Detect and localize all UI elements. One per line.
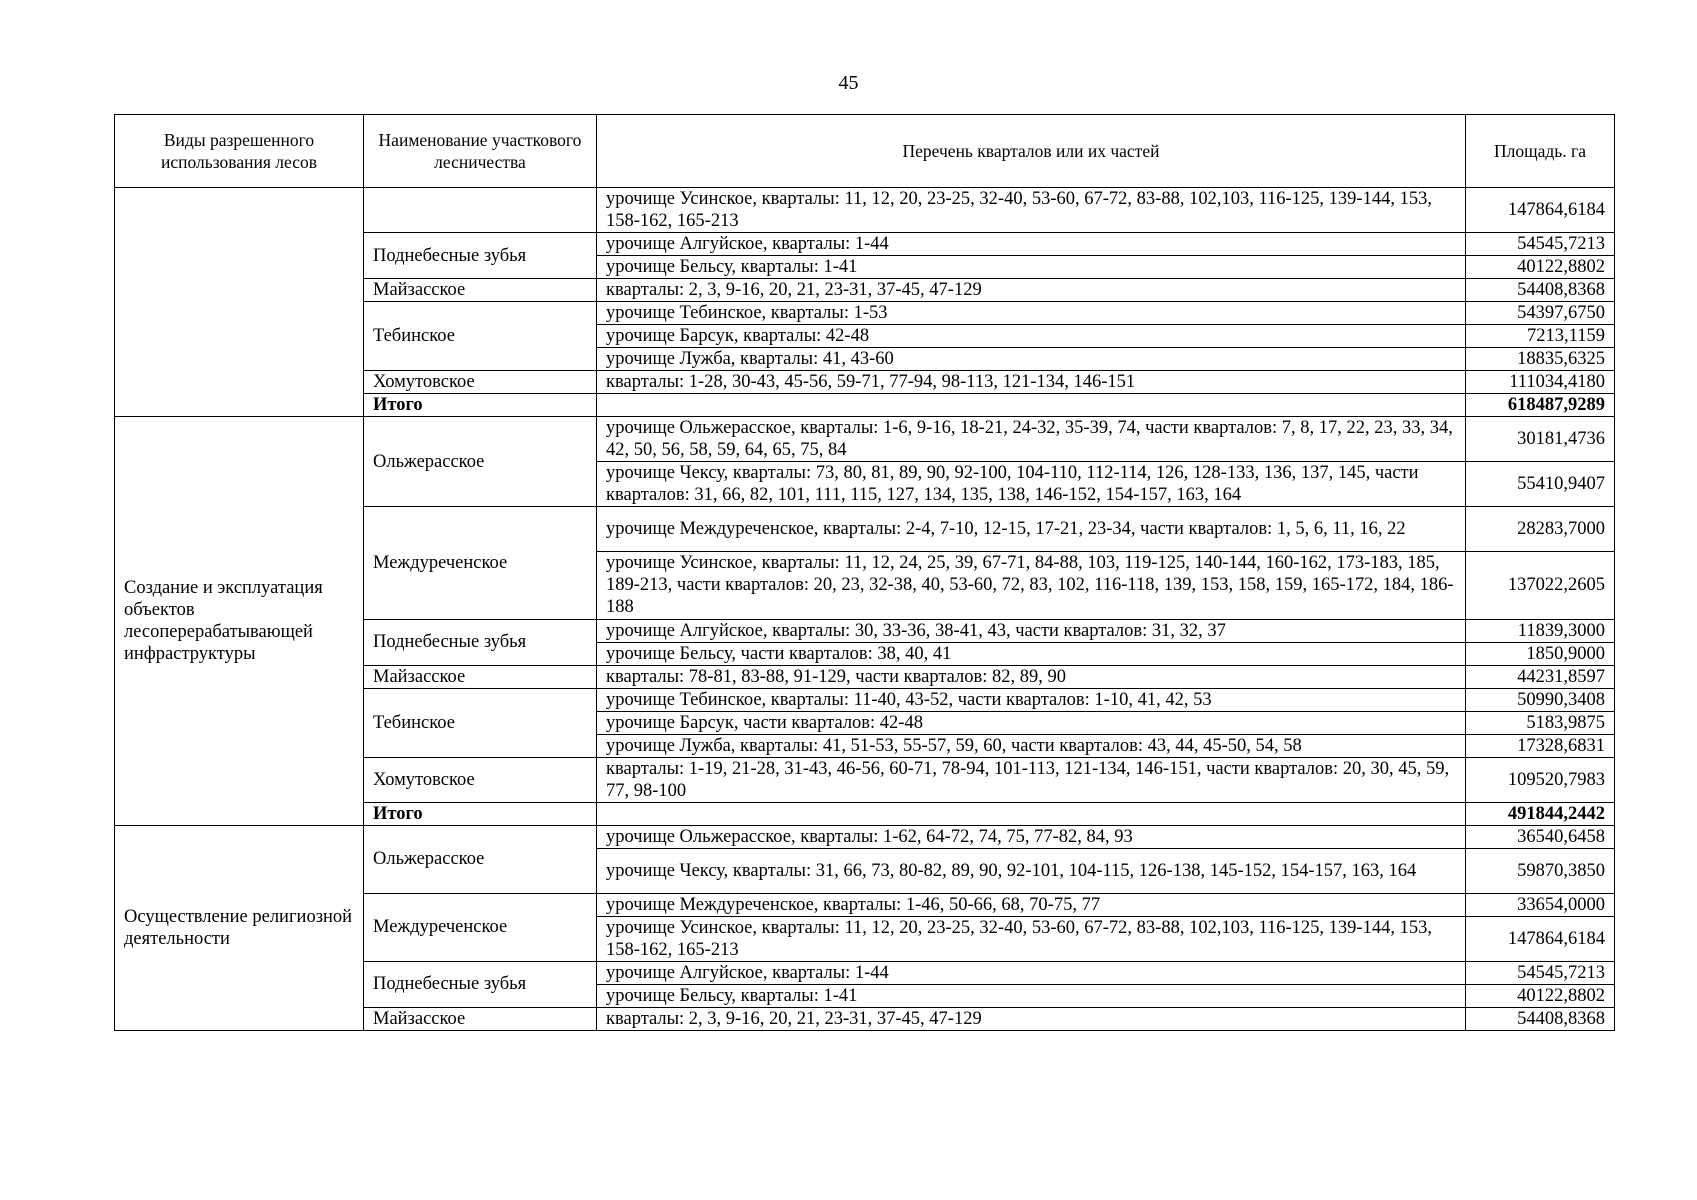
quarters-cell: урочище Тебинское, кварталы: 1-53 [597, 302, 1466, 325]
total-label: Итого [364, 802, 597, 825]
quarters-cell: урочище Барсук, части кварталов: 42-48 [597, 711, 1466, 734]
forestry-cell: Майзасское [364, 1007, 597, 1030]
area-cell: 18835,6325 [1466, 348, 1615, 371]
header-use: Виды разрешенного использования лесов [115, 115, 364, 188]
quarters-cell: урочище Бельсу, кварталы: 1-41 [597, 984, 1466, 1007]
quarters-cell: урочище Лужба, кварталы: 41, 51-53, 55-57, 59, 60, части кварталов: 43, 44, 45-50, 54, 58 [597, 734, 1466, 757]
area-cell: 33654,0000 [1466, 893, 1615, 916]
quarters-cell: урочище Лужба, кварталы: 41, 43-60 [597, 348, 1466, 371]
area-cell: 1850,9000 [1466, 642, 1615, 665]
quarters-cell: урочище Чексу, кварталы: 73, 80, 81, 89, 90, 92-100, 104-110, 112-114, 126, 128-133, 136, 137, 145, части кварталов: 31, 66, 82, 101, 111, 115, 127, 134, 135, 138, 146-152, 154-157, 163, 164 [597, 462, 1466, 507]
forestry-cell [364, 188, 597, 233]
quarters-cell: урочище Усинское, кварталы: 11, 12, 20, 23-25, 32-40, 53-60, 67-72, 83-88, 102,103, 116-125, 139-144, 153, 158-162, 165-213 [597, 188, 1466, 233]
quarters-cell: урочище Алгуйское, кварталы: 30, 33-36, 38-41, 43, части кварталов: 31, 32, 37 [597, 619, 1466, 642]
table-body [115, 188, 1615, 1031]
quarters-cell: урочище Ольжерасское, кварталы: 1-6, 9-16, 18-21, 24-32, 35-39, 74, части кварталов: 7, 8, 17, 22, 23, 33, 34, 42, 50, 56, 58, 59, 64, 65, 75, 84 [597, 417, 1466, 462]
area-cell: 28283,7000 [1466, 507, 1615, 552]
total-empty-cell [597, 802, 1466, 825]
quarters-cell: урочище Алгуйское, кварталы: 1-44 [597, 961, 1466, 984]
area-cell: 111034,4180 [1466, 371, 1615, 394]
forestry-cell: Междуреченское [364, 893, 597, 961]
area-cell: 44231,8597 [1466, 665, 1615, 688]
area-cell: 30181,4736 [1466, 417, 1615, 462]
forestry-cell: Тебинское [364, 302, 597, 371]
area-cell: 54408,8368 [1466, 279, 1615, 302]
area-cell: 137022,2605 [1466, 552, 1615, 620]
forestry-cell: Тебинское [364, 688, 597, 757]
quarters-cell: урочище Бельсу, кварталы: 1-41 [597, 256, 1466, 279]
quarters-cell: урочище Бельсу, части кварталов: 38, 40, 41 [597, 642, 1466, 665]
total-area: 491844,2442 [1466, 802, 1615, 825]
quarters-cell: кварталы: 1-28, 30-43, 45-56, 59-71, 77-94, 98-113, 121-134, 146-151 [597, 371, 1466, 394]
area-cell: 40122,8802 [1466, 256, 1615, 279]
forest-use-table [114, 114, 1615, 1031]
table-row [115, 825, 1615, 848]
area-cell: 17328,6831 [1466, 734, 1615, 757]
area-cell: 147864,6184 [1466, 188, 1615, 233]
area-cell: 54545,7213 [1466, 233, 1615, 256]
area-cell: 36540,6458 [1466, 825, 1615, 848]
area-cell: 109520,7983 [1466, 757, 1615, 802]
quarters-cell: кварталы: 2, 3, 9-16, 20, 21, 23-31, 37-45, 47-129 [597, 1007, 1466, 1030]
total-empty-cell [597, 394, 1466, 417]
quarters-cell: урочище Алгуйское, кварталы: 1-44 [597, 233, 1466, 256]
forestry-cell: Поднебесные зубья [364, 233, 597, 279]
forestry-cell: Хомутовское [364, 371, 597, 394]
total-area: 618487,9289 [1466, 394, 1615, 417]
use-type-cell: Создание и эксплуатация объектов лесоперерабатывающей инфраструктуры [115, 417, 364, 826]
quarters-cell: урочище Тебинское, кварталы: 11-40, 43-52, части кварталов: 1-10, 41, 42, 53 [597, 688, 1466, 711]
forestry-cell: Поднебесные зубья [364, 619, 597, 665]
quarters-cell: урочище Усинское, кварталы: 11, 12, 20, 23-25, 32-40, 53-60, 67-72, 83-88, 102,103, 116-125, 139-144, 153, 158-162, 165-213 [597, 916, 1466, 961]
area-cell: 54408,8368 [1466, 1007, 1615, 1030]
header-quarters: Перечень кварталов или их частей [597, 115, 1466, 188]
quarters-cell: урочище Междуреченское, кварталы: 1-46, 50-66, 68, 70-75, 77 [597, 893, 1466, 916]
area-cell: 5183,9875 [1466, 711, 1615, 734]
quarters-cell: урочище Междуреченское, кварталы: 2-4, 7-10, 12-15, 17-21, 23-34, части кварталов: 1, 5, 6, 11, 16, 22 [597, 507, 1466, 552]
quarters-cell: кварталы: 1-19, 21-28, 31-43, 46-56, 60-71, 78-94, 101-113, 121-134, 146-151, части кварталов: 20, 30, 45, 59, 77, 98-100 [597, 757, 1466, 802]
quarters-cell: урочище Ольжерасское, кварталы: 1-62, 64-72, 74, 75, 77-82, 84, 93 [597, 825, 1466, 848]
area-cell: 11839,3000 [1466, 619, 1615, 642]
area-cell: 50990,3408 [1466, 688, 1615, 711]
forestry-cell: Поднебесные зубья [364, 961, 597, 1007]
forestry-cell: Междуреченское [364, 507, 597, 620]
table-row [115, 417, 1615, 462]
area-cell: 59870,3850 [1466, 848, 1615, 893]
area-cell: 54545,7213 [1466, 961, 1615, 984]
total-label: Итого [364, 394, 597, 417]
area-cell: 54397,6750 [1466, 302, 1615, 325]
area-cell: 147864,6184 [1466, 916, 1615, 961]
quarters-cell: урочище Усинское, кварталы: 11, 12, 24, 25, 39, 67-71, 84-88, 103, 119-125, 140-144, 160-162, 173-183, 185, 189-213, части кварталов: 20, 23, 32-38, 40, 53-60, 72, 83, 102, 116-118, 139, 153, 158, 159, 165-172, 184, 186-188 [597, 552, 1466, 620]
use-type-cell: Осуществление религиозной деятельности [115, 825, 364, 1030]
quarters-cell: урочище Барсук, кварталы: 42-48 [597, 325, 1466, 348]
quarters-cell: кварталы: 2, 3, 9-16, 20, 21, 23-31, 37-45, 47-129 [597, 279, 1466, 302]
use-type-cell [115, 188, 364, 417]
area-cell: 7213,1159 [1466, 325, 1615, 348]
quarters-cell: кварталы: 78-81, 83-88, 91-129, части кварталов: 82, 89, 90 [597, 665, 1466, 688]
forestry-cell: Ольжерасское [364, 417, 597, 507]
table-row [115, 188, 1615, 233]
header-forestry: Наименование участкового лесничества [364, 115, 597, 188]
page-number: 45 [838, 72, 859, 94]
forestry-cell: Майзасское [364, 279, 597, 302]
forestry-cell: Ольжерасское [364, 825, 597, 893]
table-header-row [115, 115, 1615, 188]
header-area: Площадь. га [1466, 115, 1615, 188]
area-cell: 55410,9407 [1466, 462, 1615, 507]
forestry-cell: Майзасское [364, 665, 597, 688]
forestry-cell: Хомутовское [364, 757, 597, 802]
area-cell: 40122,8802 [1466, 984, 1615, 1007]
quarters-cell: урочище Чексу, кварталы: 31, 66, 73, 80-82, 89, 90, 92-101, 104-115, 126-138, 145-152, 154-157, 163, 164 [597, 848, 1466, 893]
